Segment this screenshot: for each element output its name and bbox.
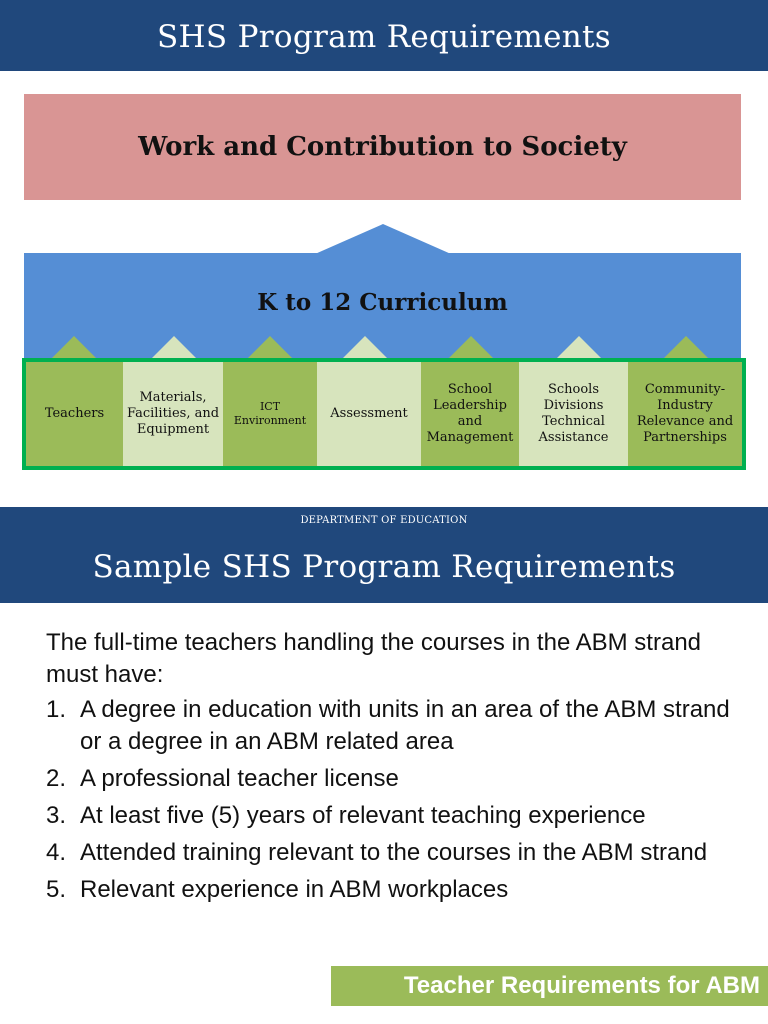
pillar-school-leadership-management: School Leadership and Management: [421, 362, 519, 466]
curriculum-roof-triangle: [315, 224, 451, 254]
list-item: [46, 694, 746, 758]
curriculum-label: K to 12 Curriculum: [257, 289, 508, 316]
list-item-number: 1.: [46, 696, 67, 723]
pillar-arrow: [664, 336, 708, 358]
list-item: [46, 837, 746, 869]
list-item-number: 5.: [46, 876, 67, 903]
list-item-text: Relevant experience in ABM workplaces: [80, 876, 509, 903]
list-item-number: 3.: [46, 802, 67, 829]
slide2-header: [0, 507, 768, 603]
pillars-row: [22, 358, 746, 470]
list-item: [46, 800, 746, 832]
pillar-assessment: Assessment: [317, 362, 421, 466]
list-item-text: At least five (5) years of relevant teaching experience: [80, 802, 646, 829]
requirements-list: [46, 694, 746, 906]
slide1-header: [0, 0, 768, 71]
list-item-number: 4.: [46, 839, 67, 866]
pillar-community-industry-partnerships: Community-Industry Relevance and Partnerships: [628, 362, 742, 466]
list-item-text: Attended training relevant to the courses in the ABM strand: [80, 839, 708, 866]
goal-label: Work and Contribution to Society: [138, 132, 627, 162]
slide1-title: SHS Program Requirements: [157, 19, 611, 55]
pillar-schools-divisions-technical-assistance: Schools Divisions Technical Assistance: [519, 362, 628, 466]
pillar-arrow: [449, 336, 493, 358]
requirements-intro: The full-time teachers handling the courses in the ABM strand must have:: [46, 629, 702, 688]
list-item-number: 2.: [46, 765, 67, 792]
pillar-arrow: [152, 336, 196, 358]
teacher-requirements-tag: Teacher Requirements for ABM: [331, 966, 768, 1006]
list-item-text: A degree in education with units in an area of the ABM strand or a degree in an ABM related area: [80, 696, 730, 755]
requirements-content: [46, 627, 746, 911]
pillar-materials-facilities-equipment: Materials, Facilities, and Equipment: [123, 362, 223, 466]
goal-box: [24, 94, 741, 200]
slide2-title: Sample SHS Program Requirements: [92, 549, 676, 585]
pillar-arrow: [557, 336, 601, 358]
list-item: [46, 763, 746, 795]
pillar-arrow: [52, 336, 96, 358]
list-item: [46, 874, 746, 906]
pillar-teachers: Teachers: [26, 362, 123, 466]
department-label: DEPARTMENT OF EDUCATION: [300, 515, 468, 526]
pillar-ict-environment: ICT Environment: [223, 362, 317, 466]
pillar-arrow: [343, 336, 387, 358]
pillar-arrow: [248, 336, 292, 358]
list-item-text: A professional teacher license: [80, 765, 399, 792]
